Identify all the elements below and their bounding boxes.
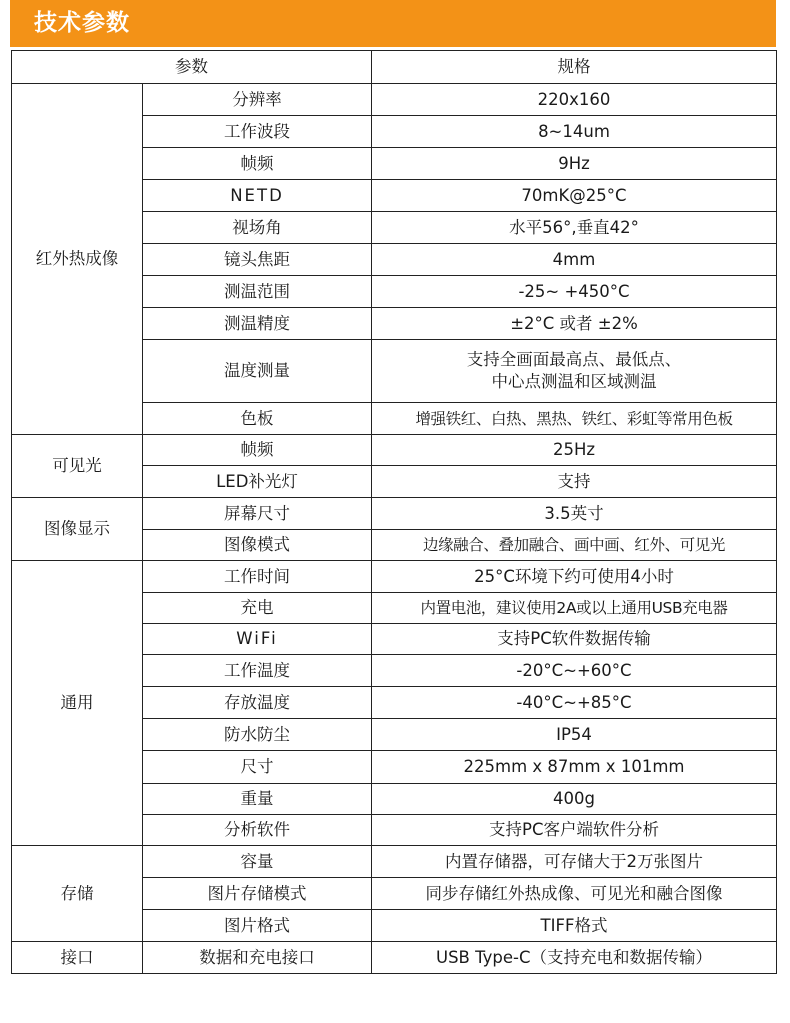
spec-cell-multiline xyxy=(372,340,777,403)
table-row xyxy=(12,435,777,466)
param-cell: 视场角 xyxy=(143,212,372,244)
param-cell: 屏幕尺寸 xyxy=(143,498,372,530)
spec-cell: 支持 xyxy=(372,466,777,498)
param-cell: 图像模式 xyxy=(143,530,372,561)
param-cell: 工作温度 xyxy=(143,655,372,687)
param-cell: 充电 xyxy=(143,593,372,624)
spec-cell: IP54 xyxy=(372,719,777,751)
param-cell: WiFi xyxy=(143,624,372,655)
param-cell: 温度测量 xyxy=(143,340,372,403)
spec-cell: 25Hz xyxy=(372,435,777,466)
param-cell: 图片存储模式 xyxy=(143,878,372,910)
table-row xyxy=(12,84,777,116)
spec-line: 支持全画面最高点、最低点、 xyxy=(466,350,682,369)
param-cell: 防水防尘 xyxy=(143,719,372,751)
param-cell: 镜头焦距 xyxy=(143,244,372,276)
header-param: 参数 xyxy=(12,51,372,84)
param-cell: 分析软件 xyxy=(143,815,372,846)
spec-cell: 支持PC软件数据传输 xyxy=(372,624,777,655)
spec-cell: 同步存储红外热成像、可见光和融合图像 xyxy=(372,878,777,910)
param-cell: 测温范围 xyxy=(143,276,372,308)
spec-cell: 内置电池，建议使用2A或以上通用USB充电器 xyxy=(372,593,777,624)
spec-cell: 9Hz xyxy=(372,148,777,180)
header-spec: 规格 xyxy=(372,51,777,84)
spec-cell: ±2°C 或者 ±2% xyxy=(372,308,777,340)
table-row xyxy=(12,942,777,974)
table-row xyxy=(12,498,777,530)
param-cell: 测温精度 xyxy=(143,308,372,340)
table-header-row xyxy=(12,51,777,84)
spec-cell: 25°C环境下约可使用4小时 xyxy=(372,561,777,593)
param-cell: 工作波段 xyxy=(143,116,372,148)
param-cell: 工作时间 xyxy=(143,561,372,593)
spec-table xyxy=(11,50,777,974)
spec-cell: 支持PC客户端软件分析 xyxy=(372,815,777,846)
spec-cell: 3.5英寸 xyxy=(372,498,777,530)
spec-cell: -40°C~+85°C xyxy=(372,687,777,719)
param-cell: 重量 xyxy=(143,784,372,815)
param-cell: 容量 xyxy=(143,846,372,878)
param-cell: 分辨率 xyxy=(143,84,372,116)
spec-cell: 70mK@25°C xyxy=(372,180,777,212)
section-title: 技术参数 xyxy=(34,10,130,36)
spec-cell: 4mm xyxy=(372,244,777,276)
spec-cell: 水平56°,垂直42° xyxy=(372,212,777,244)
table-row xyxy=(12,846,777,878)
param-cell: 帧频 xyxy=(143,148,372,180)
group-interface: 接口 xyxy=(12,942,143,974)
group-visible: 可见光 xyxy=(12,435,143,498)
spec-cell: -20°C~+60°C xyxy=(372,655,777,687)
spec-cell: 220x160 xyxy=(372,84,777,116)
table-row xyxy=(12,561,777,593)
group-storage: 存储 xyxy=(12,846,143,942)
section-header-bar xyxy=(10,0,776,47)
param-cell: 尺寸 xyxy=(143,751,372,784)
param-cell: 图片格式 xyxy=(143,910,372,942)
param-cell: 帧频 xyxy=(143,435,372,466)
group-ir: 红外热成像 xyxy=(12,84,143,435)
group-display: 图像显示 xyxy=(12,498,143,561)
spec-cell: 内置存储器，可存储大于2万张图片 xyxy=(372,846,777,878)
group-general: 通用 xyxy=(12,561,143,846)
spec-cell: 225mm x 87mm x 101mm xyxy=(372,751,777,784)
spec-cell: 8~14um xyxy=(372,116,777,148)
param-cell: LED补光灯 xyxy=(143,466,372,498)
param-cell: 色板 xyxy=(143,403,372,435)
param-cell: 存放温度 xyxy=(143,687,372,719)
param-cell: NETD xyxy=(143,180,372,212)
spec-cell: -25~ +450°C xyxy=(372,276,777,308)
spec-cell: TIFF格式 xyxy=(372,910,777,942)
param-cell: 数据和充电接口 xyxy=(143,942,372,974)
spec-cell: 400g xyxy=(372,784,777,815)
spec-cell: USB Type-C（支持充电和数据传输） xyxy=(372,942,777,974)
spec-cell: 增强铁红、白热、黑热、铁红、彩虹等常用色板 xyxy=(372,403,777,435)
spec-cell: 边缘融合、叠加融合、画中画、红外、可见光 xyxy=(372,530,777,561)
spec-line: 中心点测温和区域测温 xyxy=(491,372,657,391)
